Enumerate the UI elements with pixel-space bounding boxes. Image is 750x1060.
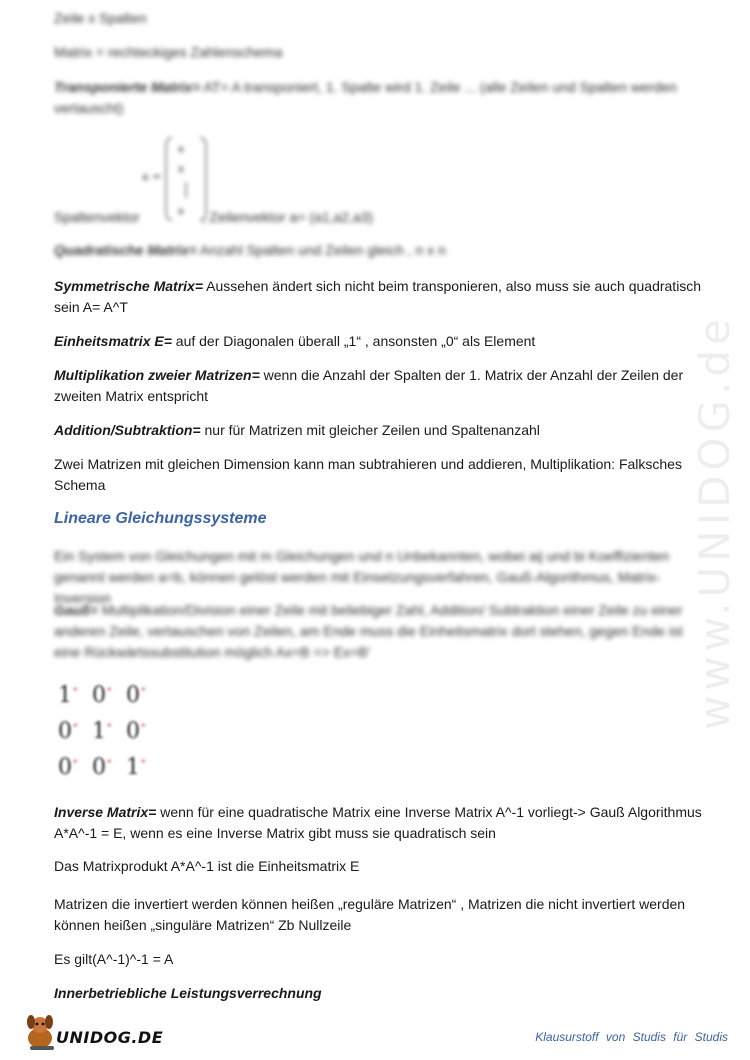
identity-matrix-cell: 0* [58,719,78,744]
identity-matrix-cell: 0* [92,683,112,708]
identity-matrix-cell: 1* [58,683,78,708]
svg-text:a: a [178,206,184,217]
blurred-square-paragraph [54,240,704,261]
dimensions-paragraph: Zwei Matrizen mit gleichen Dimension kann man subtrahieren und addieren, Multiplikation: Falksches Schema [54,456,682,493]
vector-row-text: , Zeilenvektor a= (a1,a2,a3) [201,209,374,225]
svg-text:a =: a = [142,170,162,183]
transposed-term: Transponierte Matrix= [54,79,201,95]
addition-term: Addition/Subtraktion= [54,422,201,438]
blurred-transposed-paragraph [54,77,704,119]
identity-matrix-cell: 0* [92,755,112,780]
multiplication-paragraph [54,365,704,407]
symmetric-paragraph [54,276,704,318]
addition-paragraph [54,420,704,441]
matrix-product-paragraph: Das Matrixprodukt A*A^-1 ist die Einheitsmatrix E [54,858,360,874]
inverse-term: Inverse Matrix= [54,804,157,820]
blurred-vector-line [54,207,704,228]
transposed-text: AT= A transponiert, 1. Spalte wird 1. Zeile ... (alle Zeilen und Spalten werden vertauscht) [54,79,677,116]
gauss-term: Gauß= [54,602,98,618]
inverse-text: wenn für eine quadratische Matrix eine Inverse Matrix A^-1 vorliegt-> Gauß Algorithmus A*A^-1 = E, wenn es eine Inverse Matrix gibt muss sie quadratisch sein [54,804,702,841]
identity-matrix-cell: 0* [126,719,146,744]
identity-matrix-cell: 0* [126,683,146,708]
logo-text: UNIDOG.DE [56,1028,164,1047]
final-heading: Innerbetriebliche Leistungsverrechnung [54,985,322,1001]
blurred-les-paragraph: Ein System von Gleichungen mit m Gleichungen und n Unbekannten, wobei aij und bi Koeffizienten genannt werden a=b, können gelöst werden mit Einsetzungsverfahren, Gauß-Algorithmus, Matrix-Inversion [54,548,670,606]
inverse-rule-paragraph: Es gilt(A^-1)^-1 = A [54,951,174,967]
gauss-text: Multiplikation/Division einer Zeile mit beliebiger Zahl, Addition/ Subtraktion einer Zeile zu einer anderen Zeile, vertauschen von Zeilen, am Ende muss die Einheitsmatrix dort stehen, gegen Ende ist eine Rückwärtssubstitution möglich Ax=B => Ex=B' [54,602,683,660]
square-term: Quadratische Matrix= [54,242,197,258]
blurred-line-rows-columns: Zeile x Spalten [54,10,147,26]
addition-text: nur für Matrizen mit gleicher Zeilen und Spaltenanzahl [200,422,540,438]
multiplication-text: wenn die Anzahl der Spalten der 1. Matrix der Anzahl der Zeilen der zweiten Matrix entspricht [54,367,684,404]
identity-matrix-cell: 0* [58,755,78,780]
multiplication-term: Multiplikation zweier Matrizen= [54,367,260,383]
svg-text:a: a [178,164,184,175]
vector-label: Spaltenvektor [54,209,140,225]
square-text: Anzahl Spalten und Zeilen gleich , n x n [196,242,446,258]
symmetric-term: Symmetrische Matrix= [54,278,204,294]
identity-matrix-figure [56,683,156,781]
identity-paragraph [54,331,704,352]
regular-singular-paragraph: Matrizen die invertiert werden können heißen „reguläre Matrizen“ , Matrizen die nicht invertiert werden können heißen „singuläre Matrizen“ Zb Nullzeile [54,896,686,933]
identity-term: Einheitsmatrix E= [54,333,172,349]
symmetric-text: Aussehen ändert sich nicht beim transponieren, also muss sie auch quadratisch sein A= A^T [54,278,702,315]
footer-tagline: Klausurstoff von Studis für Studis [535,1030,728,1044]
blurred-line-matrix-definition: Matrix = rechteckiges Zahlenschema [54,44,283,60]
identity-matrix-cell: 1* [92,719,112,744]
svg-text:a: a [178,144,184,155]
identity-matrix-cell: 1* [126,755,146,780]
inverse-paragraph [54,802,704,844]
section-heading: Lineare Gleichungssysteme [54,510,267,527]
blurred-gauss-paragraph [54,600,704,663]
watermark: www.UNIDOG.de [690,314,739,730]
identity-text: auf der Diagonalen überall „1“ , ansonsten „0“ als Element [171,333,536,349]
